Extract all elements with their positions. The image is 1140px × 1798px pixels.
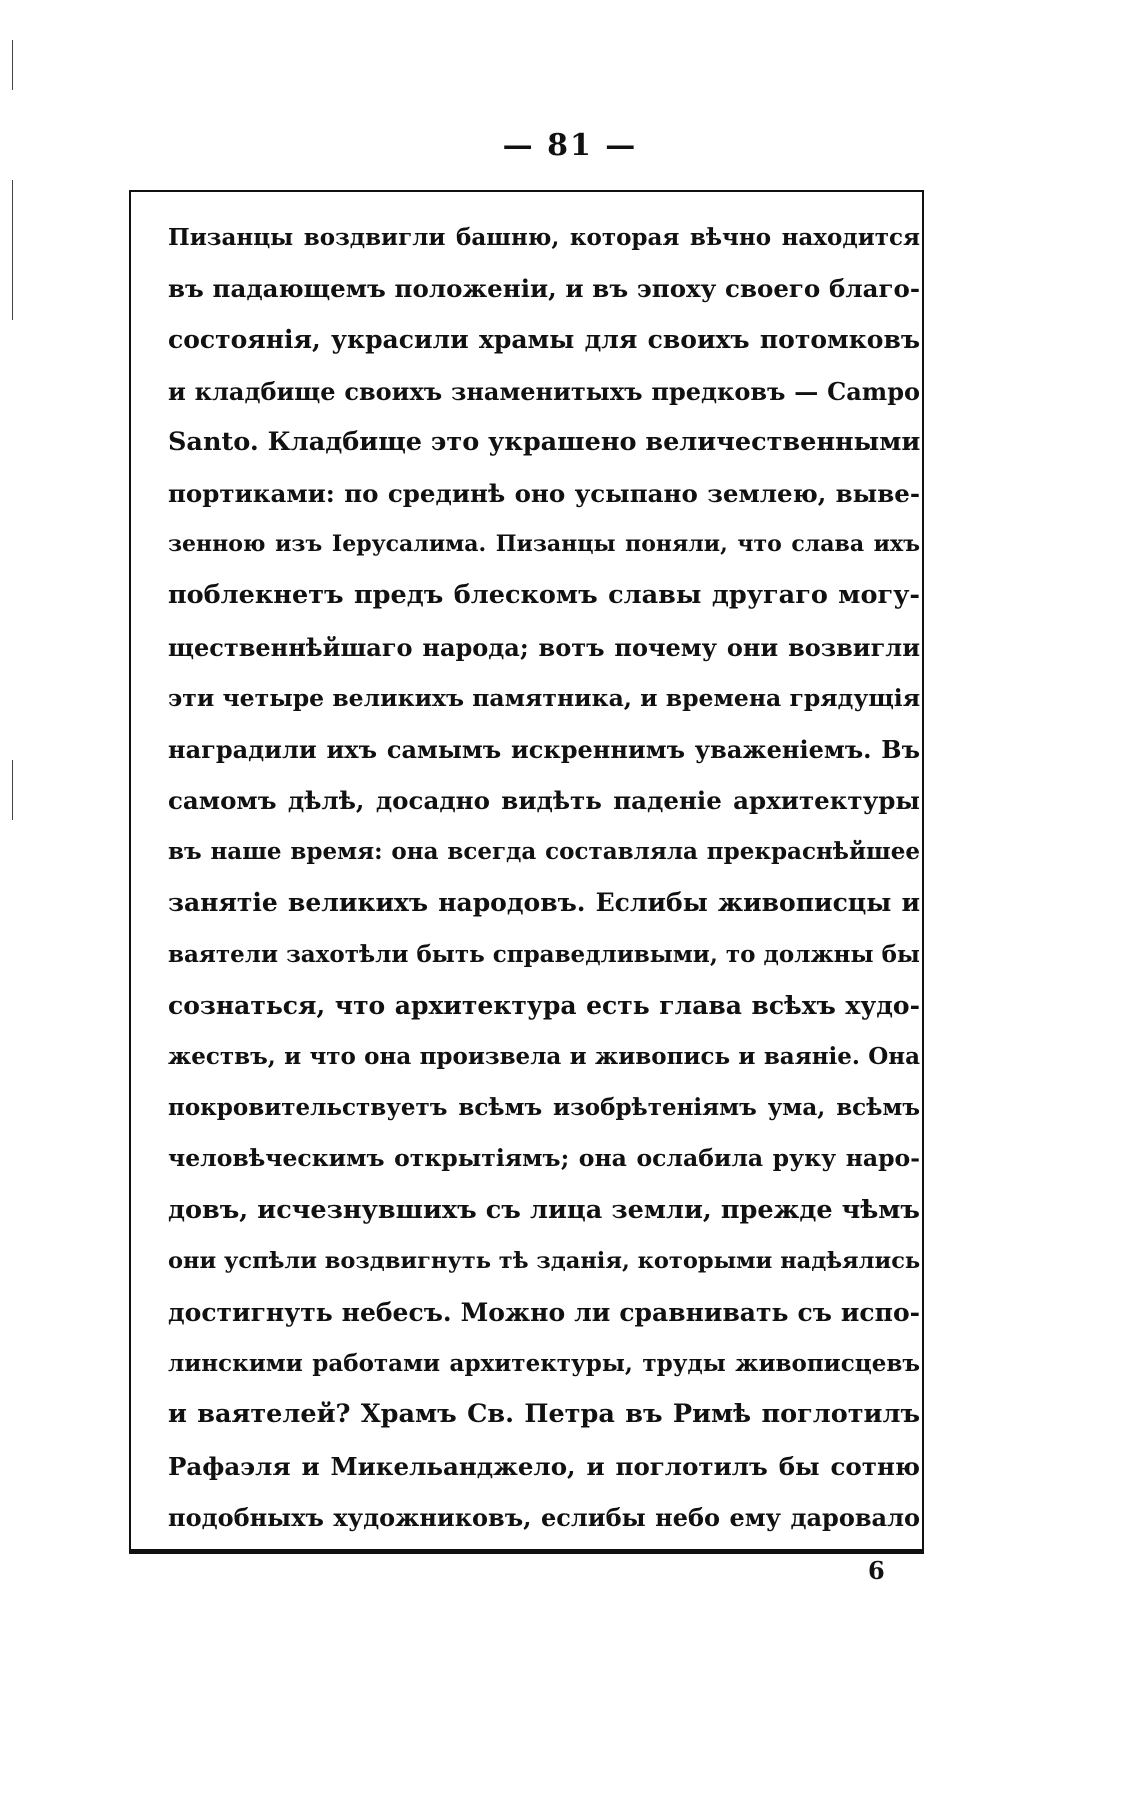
text-line: ваятели захотѣли быть справедливыми, то должны бы [168, 940, 920, 968]
text-line: эти четыре великихъ памятника, и времена грядущія [168, 683, 920, 712]
text-body [168, 212, 920, 1543]
text-line: сознаться, что архитектура есть глава всѣхъ худо- [168, 990, 920, 1020]
text-line: портиками: по срединѣ оно усыпано землею, выве- [168, 478, 920, 508]
left-edge-mark-lower [12, 760, 13, 820]
text-line: покровительствуетъ всѣмъ изобрѣтеніямъ ума, всѣмъ [168, 1094, 920, 1122]
text-line: подобныхъ художниковъ, еслибы небо ему даровало [168, 1502, 920, 1532]
text-line: состоянія, украсили храмы для своихъ потомковъ [168, 325, 920, 355]
text-line: зенною изъ Іерусалима. Пизанцы поняли, что слава ихъ [168, 531, 920, 558]
text-line: человѣческимъ открытіямъ; она ослабила руку наро- [168, 1144, 920, 1173]
text-line: въ наше время: она всегда составляла прекраснѣйшее [168, 838, 920, 866]
text-line: наградили ихъ самымъ искреннимъ уваженіемъ. Въ [168, 734, 920, 764]
text-line: они успѣли воздвигнуть тѣ зданія, которыми надѣялись [168, 1247, 920, 1274]
left-edge-mark-middle [12, 180, 13, 320]
signature-mark: 6 [868, 1556, 885, 1585]
text-line: щественнѣйшаго народа; вотъ почему они возвигли [168, 632, 920, 662]
text-line: и ваятелей? Храмъ Св. Петра въ Римѣ поглотилъ [168, 1399, 920, 1430]
text-line: Рафаэля и Микельанджело, и поглотилъ бы сотню [168, 1451, 920, 1481]
text-line: Пизанцы воздвигли башню, которая вѣчно находится [168, 224, 920, 251]
text-line: достигнуть небесъ. Можно ли сравнивать съ испо- [168, 1297, 920, 1327]
text-line: поблекнетъ предъ блескомъ славы другаго могу- [168, 580, 920, 611]
text-line: и кладбище своихъ знаменитыхъ предковъ — Campo [168, 376, 920, 406]
text-line: довъ, исчезнувшихъ съ лица земли, прежде чѣмъ [168, 1194, 920, 1225]
text-line: въ падающемъ положеніи, и въ эпоху своего благо- [168, 274, 920, 304]
text-line: Santo. Кладбище это украшено величественными [168, 426, 920, 457]
text-line: линскими работами архитектуры, труды живописцевъ [168, 1350, 920, 1378]
text-line: занятіе великихъ народовъ. Еслибы живописцы и [168, 888, 920, 918]
text-line: самомъ дѣлѣ, досадно видѣть паденіе архитектуры [168, 786, 920, 816]
left-edge-mark-top [12, 40, 13, 90]
page-number: — 81 — [502, 128, 638, 163]
text-line: жествъ, и что она произвела и живопись и ваяніе. Она [168, 1043, 920, 1070]
